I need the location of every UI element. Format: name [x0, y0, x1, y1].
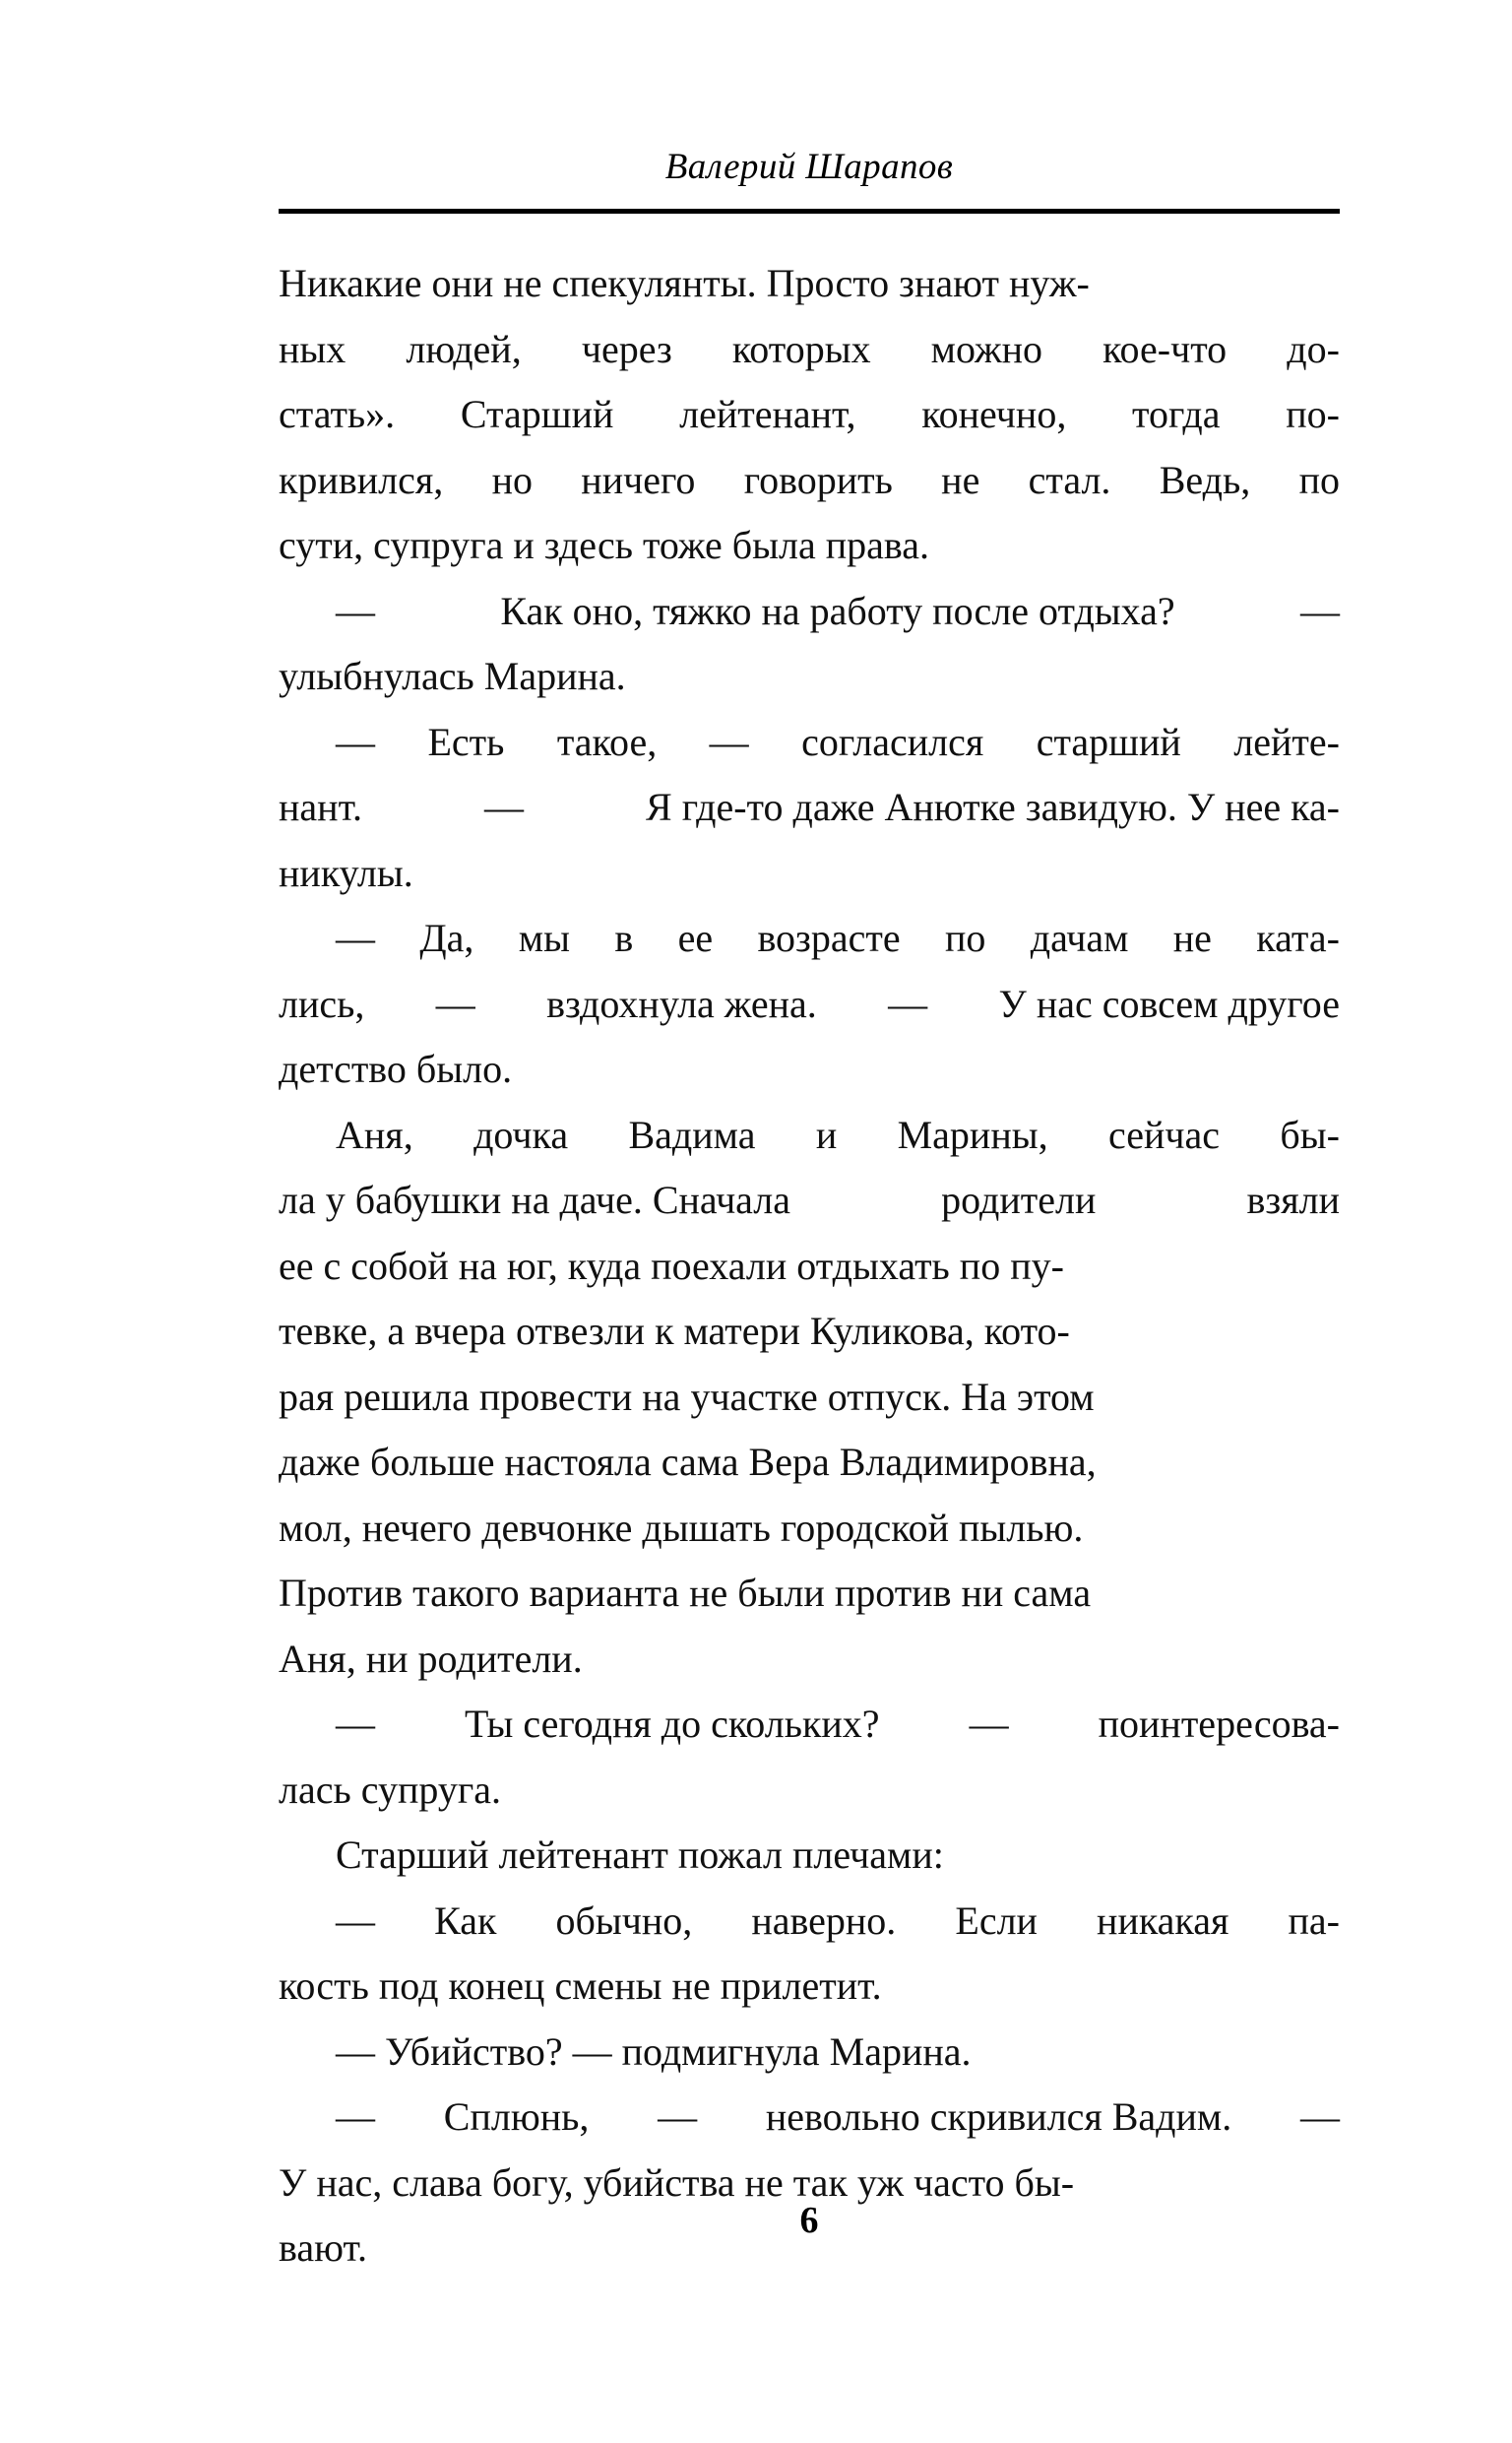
text-line: Никакие они не спекулянты. Просто знают нуж- — [279, 261, 1090, 305]
line-segment: дачам — [1030, 916, 1129, 960]
line-segment: не — [1172, 916, 1212, 960]
line-segment: Сплюнь, — [443, 2094, 590, 2139]
line-segment: по — [1298, 457, 1340, 502]
line-segment: которых — [731, 326, 871, 371]
line-segment: Аня, — [336, 1112, 413, 1157]
text-line — [279, 382, 1340, 448]
text-line — [279, 1692, 1340, 1758]
paragraph — [279, 1889, 1340, 2020]
text-line — [279, 2085, 1340, 2151]
line-segment: старший — [1036, 719, 1181, 764]
text-line — [279, 972, 1340, 1038]
line-segment: бы- — [1280, 1112, 1340, 1157]
line-segment: взяли — [1246, 1178, 1340, 1222]
line-segment: поинтересова- — [1098, 1702, 1340, 1746]
text-line — [279, 579, 1340, 645]
line-segment: У нас совсем другое — [998, 981, 1340, 1026]
line-segment: никакая — [1097, 1897, 1229, 1943]
text-line — [279, 1103, 1340, 1169]
line-segment: даже больше настояла сама Вера Владимировна, — [279, 1440, 1097, 1484]
page-number: 6 — [799, 2200, 819, 2241]
text-line: сути, супруга и здесь тоже была права. — [279, 523, 929, 567]
line-segment: и — [815, 1112, 838, 1157]
line-segment: Я где-то даже Анютке завидую. У нее ка- — [646, 785, 1340, 829]
paragraph — [279, 2085, 1340, 2282]
paragraph — [279, 579, 1340, 710]
text-line — [279, 775, 1340, 841]
line-segment: в — [614, 916, 634, 960]
body-text-block — [279, 251, 1340, 2282]
line-segment: — — [888, 981, 928, 1026]
text-line — [279, 710, 1340, 776]
text-line: никулы. — [279, 850, 413, 895]
paragraph — [279, 1823, 1340, 1889]
line-segment: — — [336, 719, 375, 764]
line-segment: Да, — [419, 916, 474, 960]
line-segment: ничего — [581, 457, 696, 502]
text-line: детство было. — [279, 1047, 513, 1091]
text-line — [279, 448, 1340, 514]
text-line — [279, 1168, 1340, 1234]
line-segment: конечно, — [921, 392, 1067, 436]
paragraph — [279, 251, 1340, 579]
line-segment: по — [944, 916, 986, 960]
line-segment: — — [336, 1897, 375, 1943]
running-head-author: Валерий Шарапов — [664, 147, 954, 187]
line-segment: — — [484, 785, 525, 829]
line-segment: тевке, а вчера отвезли к матери Куликова, кото- — [279, 1309, 1070, 1353]
line-segment: по- — [1286, 392, 1340, 436]
header-rule — [279, 209, 1340, 214]
text-line — [279, 1299, 1340, 1365]
line-segment: Старший — [460, 392, 614, 436]
text-line — [279, 317, 1340, 383]
text-line — [279, 1889, 1340, 1955]
line-segment: лейтенант, — [679, 392, 856, 436]
line-segment: ее — [677, 916, 714, 960]
line-segment: — — [336, 916, 375, 960]
text-line — [279, 906, 1340, 972]
line-segment: стал. — [1028, 457, 1111, 502]
line-segment: такое, — [556, 719, 658, 764]
line-segment: ла у бабушки на даче. Сначала — [279, 1178, 790, 1222]
line-segment: согласился — [801, 719, 984, 764]
paragraph — [279, 2020, 1340, 2086]
text-line — [279, 1234, 1340, 1300]
line-segment: невольно скривился Вадим. — [765, 2094, 1232, 2139]
line-segment: — — [336, 1702, 375, 1746]
line-segment: — — [336, 588, 375, 633]
line-segment: — — [658, 2094, 698, 2139]
line-segment: возрасте — [757, 916, 901, 960]
line-segment: па- — [1288, 1897, 1340, 1943]
line-segment: Как оно, тяжко на работу после отдыха? — [500, 588, 1175, 633]
line-segment: вздохнула жена. — [546, 981, 817, 1026]
line-segment: мол, нечего девчонке дышать городской пылью. — [279, 1505, 1084, 1550]
line-segment: Против такого варианта не были против ни сама — [279, 1571, 1092, 1615]
line-segment: ных — [279, 326, 346, 371]
text-line: кость под конец смены не прилетит. — [279, 1963, 882, 2008]
line-segment: можно — [930, 326, 1043, 371]
line-segment: людей, — [406, 326, 522, 371]
text-line: лась супруга. — [279, 1767, 501, 1812]
line-segment: Вадима — [628, 1112, 756, 1157]
paragraph — [279, 1103, 1340, 1693]
line-segment: но — [491, 457, 533, 502]
line-segment: рая решила провести на участке отпуск. На этом — [279, 1374, 1095, 1419]
line-segment: Есть — [427, 719, 505, 764]
line-segment: сейчас — [1108, 1112, 1221, 1157]
line-segment: — — [1300, 588, 1340, 633]
line-segment: Марины, — [897, 1112, 1048, 1157]
paragraph — [279, 710, 1340, 907]
line-segment: тогда — [1132, 392, 1221, 436]
line-segment: родители — [941, 1178, 1097, 1222]
line-segment: мы — [518, 916, 570, 960]
line-segment: Как — [434, 1897, 497, 1943]
line-segment: Ты сегодня до скольких? — [465, 1702, 880, 1746]
text-line — [279, 1561, 1340, 1627]
line-segment: лейте- — [1233, 719, 1340, 764]
text-line: вают. — [279, 2225, 367, 2270]
line-segment: наверно. — [751, 1897, 897, 1943]
line-segment: до- — [1287, 326, 1340, 371]
text-line: — Убийство? — подмигнула Марина. — [336, 2028, 972, 2074]
line-segment: говорить — [743, 457, 893, 502]
line-segment: через — [581, 326, 672, 371]
line-segment: У нас, слава богу, убийства не так уж часто бы- — [279, 2159, 1075, 2205]
line-segment: нант. — [279, 785, 363, 829]
line-segment: кривился, — [279, 457, 444, 502]
text-line — [279, 1496, 1340, 1562]
text-line: улыбнулась Марина. — [279, 654, 626, 698]
line-segment: обычно, — [555, 1897, 693, 1943]
line-segment: кое-что — [1102, 326, 1228, 371]
line-segment: стать». — [279, 392, 396, 436]
text-line — [279, 1430, 1340, 1496]
line-segment: Ведь, — [1159, 457, 1251, 502]
paragraph — [279, 1692, 1340, 1823]
line-segment: Если — [955, 1897, 1038, 1943]
line-segment: — — [336, 2094, 375, 2139]
paragraph — [279, 906, 1340, 1103]
line-segment: ката- — [1256, 916, 1340, 960]
line-segment: ее с собой на юг, куда поехали отдыхать по пу- — [279, 1243, 1064, 1288]
text-line: Аня, ни родители. — [279, 1636, 583, 1681]
line-segment: — — [435, 981, 475, 1026]
line-segment: лись, — [279, 981, 365, 1026]
line-segment: — — [709, 719, 749, 764]
line-segment: — — [969, 1702, 1009, 1746]
line-segment: не — [941, 457, 980, 502]
text-line — [279, 1365, 1340, 1431]
text-line: Старший лейтенант пожал плечами: — [336, 1832, 944, 1877]
line-segment: — — [1300, 2094, 1340, 2139]
line-segment: дочка — [473, 1112, 569, 1157]
